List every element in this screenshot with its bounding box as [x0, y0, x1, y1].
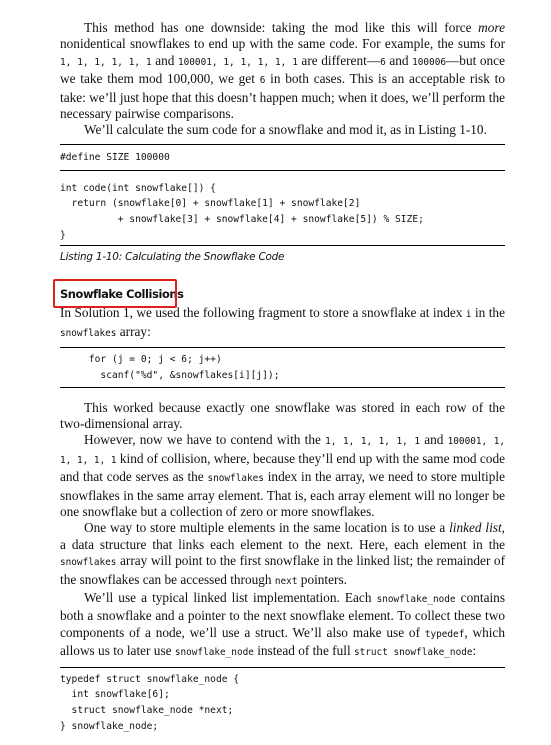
- struct-top-rule: [60, 667, 505, 668]
- paragraph-downside: This method has one downside: taking the mod like this will force more nonidentical snowflakes to end up with the same code. For example, the sums for 1, 1, 1, 1, 1, 1 and 100001, 1, 1, 1, 1, 1 are different—6 and 100006—but once we take them mod 100,000, we get 6 in both cases. This is an acceptable risk to take: we’ll just hope that this doesn’t happen much; when it does, we’ll perform the necessary pairwise comparisons.: [60, 20, 506, 122]
- highlight-box: [53, 279, 177, 308]
- fragment-code: for (j = 0; j < 6; j++) scanf("%d", &snowflakes[i][j]);: [88, 354, 280, 381]
- section-heading: Snowflake Collisions: [60, 287, 184, 302]
- paragraph-worked: This worked because exactly one snowflake was stored in each row of the two-dimensional array.: [60, 399, 505, 431]
- section-heading-wrap: [60, 279, 505, 304]
- paragraph-collision: However, now we have to contend with the 1, 1, 1, 1, 1, 1 and 100001, 1, 1, 1, 1, 1 kind of collision, where, because they’ll end up with the same mod code and that code serves as the snowflakes index in the array, we need to store multiple snowflakes in the same array element. That is, each array element will no longer be one snowflake but a collection of zero or more snowflakes.: [60, 432, 505, 520]
- book-page: [60, 20, 505, 734]
- paragraph-sum-code: We’ll calculate the sum code for a snowflake and mod it, as in Listing 1-10.: [84, 122, 487, 138]
- paragraph-implementation: We’ll use a typical linked list implementation. Each snowflake_node contains both a snowflake and a pointer to the next snowflake element. To collect these two components of a node, we’ll use a struct. We’ll also make use of typedef, which allows us to later use snowflake_node instead of the full struct snowflake_node:: [60, 590, 505, 659]
- listing-code-body: int code(int snowflake[]) { return (snowflake[0] + snowflake[1] + snowflake[2] + snowflake[3] + snowflake[4] + snowflake[5]) % SIZE; }: [60, 182, 424, 241]
- paragraph-linked-list: One way to store multiple elements in the same location is to use a linked list, a data structure that links each element to the next. Here, each element in the snowflakes array will point to the first snowflake in the linked list; the remainder of the snowflakes can be accessed through next pointers.: [60, 520, 505, 587]
- listing-caption: Listing 1-10: Calculating the Snowflake Code: [60, 251, 285, 264]
- fragment-top-rule: [60, 347, 505, 348]
- listing-top-rule: [60, 144, 505, 145]
- listing-define-line: #define SIZE 100000: [60, 151, 170, 163]
- paragraph-solution-1: In Solution 1, we used the following fragment to store a snowflake at index i in the snowflakes array:: [60, 305, 505, 339]
- listing-mid-rule: [60, 170, 505, 171]
- fragment-bottom-rule: [60, 387, 505, 388]
- struct-code: typedef struct snowflake_node { int snowflake[6]; struct snowflake_node *next; } snowflake_node;: [60, 673, 240, 732]
- listing-bottom-rule: [60, 245, 505, 246]
